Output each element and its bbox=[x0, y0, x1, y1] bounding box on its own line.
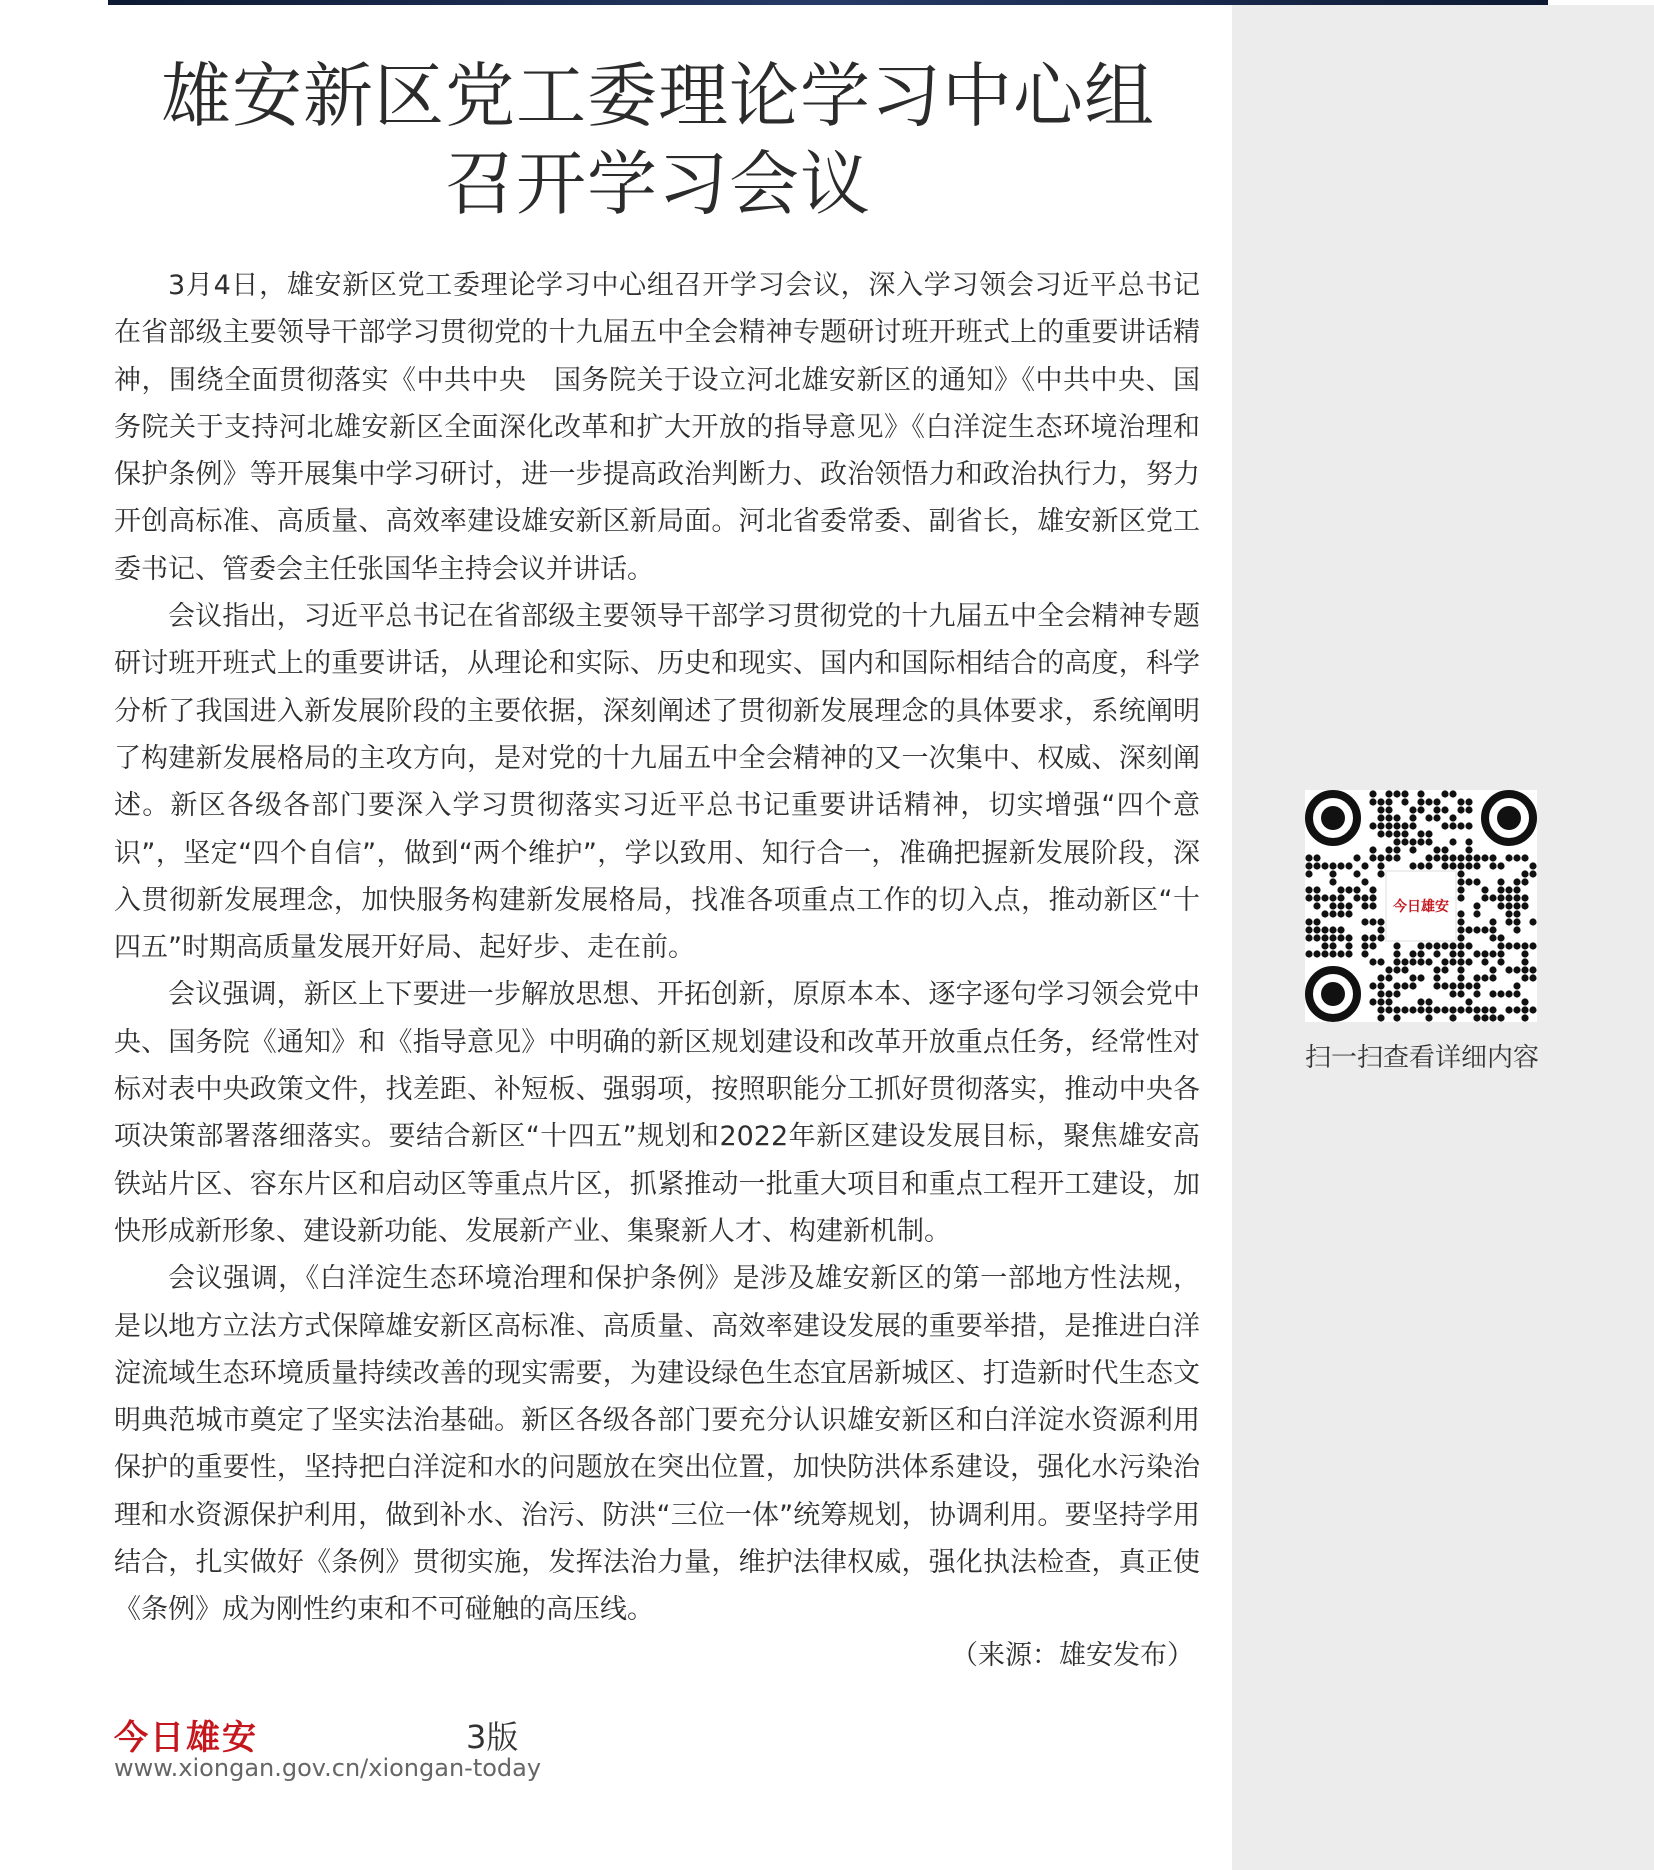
qr-code[interactable] bbox=[1305, 790, 1537, 1022]
paragraph: 会议强调，新区上下要进一步解放思想、开拓创新，原原本本、逐字逐句学习领会党中央、国务院《通知》和《指导意见》中明确的新区规划建设和改革开放重点任务，经常性对标对表中央政策文件，找差距、补短板、强弱项，按照职能分工抓好贯彻落实，推动中央各项决策部署落细落实。要结合新区“十四五”规划和2022年新区建设发展目标，聚焦雄安高铁站片区、容东片区和启动区等重点片区，抓紧推动一批重大项目和重点工程开工建设，加快形成新形象、建设新功能、发展新产业、集聚新人才、构建新机制。 bbox=[114, 979, 1200, 1247]
qr-logo: 今日雄安 bbox=[1385, 870, 1457, 942]
qr-caption: 扫一扫查看详细内容 bbox=[1304, 1043, 1539, 1073]
paragraph: 3月4日，雄安新区党工委理论学习中心组召开学习会议，深入学习领会习近平总书记在省部级主要领导干部学习贯彻党的十九届五中全会精神专题研讨班开班式上的重要讲话精神，围绕全面贯彻落实《中共中央 国务院关于设立河北雄安新区的通知》《中共中央、国务院关于支持河北雄安新区全面深化改革和扩大开放的指导意见》《白洋淀生态环境治理和保护条例》等开展集中学习研讨，进一步提高政治判断力、政治领悟力和政治执行力，努力开创高标准、高质量、高效率建设雄安新区新局面。河北省委常委、副省长，雄安新区党工委书记、管委会主任张国华主持会议并讲话。 bbox=[114, 270, 1200, 585]
article-title bbox=[118, 52, 1198, 228]
footer-logo: 今日雄安 bbox=[114, 1718, 258, 1758]
page-number: 3版 bbox=[466, 1718, 519, 1756]
title-line-2: 召开学习会议 bbox=[445, 143, 871, 225]
source-credit: （来源：雄安发布） bbox=[951, 1640, 1194, 1671]
article-body bbox=[114, 262, 1200, 1634]
paragraph: 会议指出，习近平总书记在省部级主要领导干部学习贯彻党的十九届五中全会精神专题研讨班开班式上的重要讲话，从理论和实际、历史和现实、国内和国际相结合的高度，科学分析了我国进入新发展阶段的主要依据，深刻阐述了贯彻新发展理念的具体要求，系统阐明了构建新发展格局的主攻方向，是对党的十九届五中全会精神的又一次集中、权威、深刻阐述。新区各级各部门要深入学习贯彻落实习近平总书记重要讲话精神，切实增强“四个意识”，坚定“四个自信”，做到“两个维护”，学以致用、知行合一，准确把握新发展阶段，深入贯彻新发展理念，加快服务构建新发展格局，找准各项重点工作的切入点，推动新区“十四五”时期高质量发展开好局、起好步、走在前。 bbox=[114, 601, 1200, 964]
paragraph: 会议强调，《白洋淀生态环境治理和保护条例》是涉及雄安新区的第一部地方性法规，是以地方立法方式保障雄安新区高标准、高质量、高效率建设发展的重要举措，是推进白洋淀流域生态环境质量持续改善的现实需要，为建设绿色生态宜居新城区、打造新时代生态文明典范城市奠定了坚实法治基础。新区各级各部门要充分认识雄安新区和白洋淀水资源利用保护的重要性，坚持把白洋淀和水的问题放在突出位置，加快防洪体系建设，强化水污染治理和水资源保护利用，做到补水、治污、防洪“三位一体”统筹规划，协调利用。要坚持学用结合，扎实做好《条例》贯彻实施，发挥法治力量，维护法律权威，强化执法检查，真正使《条例》成为刚性约束和不可碰触的高压线。 bbox=[114, 1263, 1200, 1626]
title-line-1: 雄安新区党工委理论学习中心组 bbox=[161, 55, 1155, 137]
footer-url[interactable]: www.xiongan.gov.cn/xiongan-today bbox=[114, 1754, 542, 1782]
